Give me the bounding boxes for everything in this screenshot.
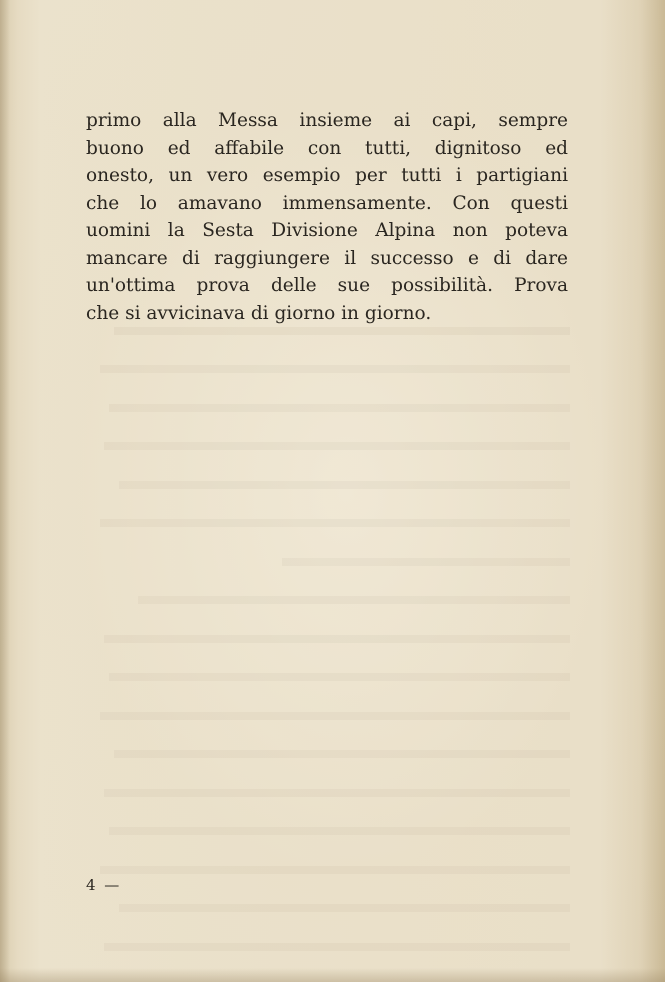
text-line: che si avvicinava di giorno in giorno. <box>86 302 432 324</box>
page-number: 4 — <box>86 876 122 894</box>
text-line: che lo amavano immensamente. Con questi <box>86 192 568 214</box>
paragraph <box>86 107 568 327</box>
text-line: onesto, un vero esempio per tutti i partigiani <box>86 165 568 186</box>
text-line: buono ed affabile con tutti, dignitoso ed <box>86 137 568 159</box>
show-through-texture <box>90 300 570 955</box>
text-line: mancare di raggiungere il successo e di dare <box>86 247 568 269</box>
text-line: un'ottima prova delle sue possibilità. Prova <box>86 275 568 296</box>
text-line: primo alla Messa insieme ai capi, sempre <box>86 110 568 131</box>
text-line: uomini la Sesta Divisione Alpina non poteva <box>86 220 568 241</box>
